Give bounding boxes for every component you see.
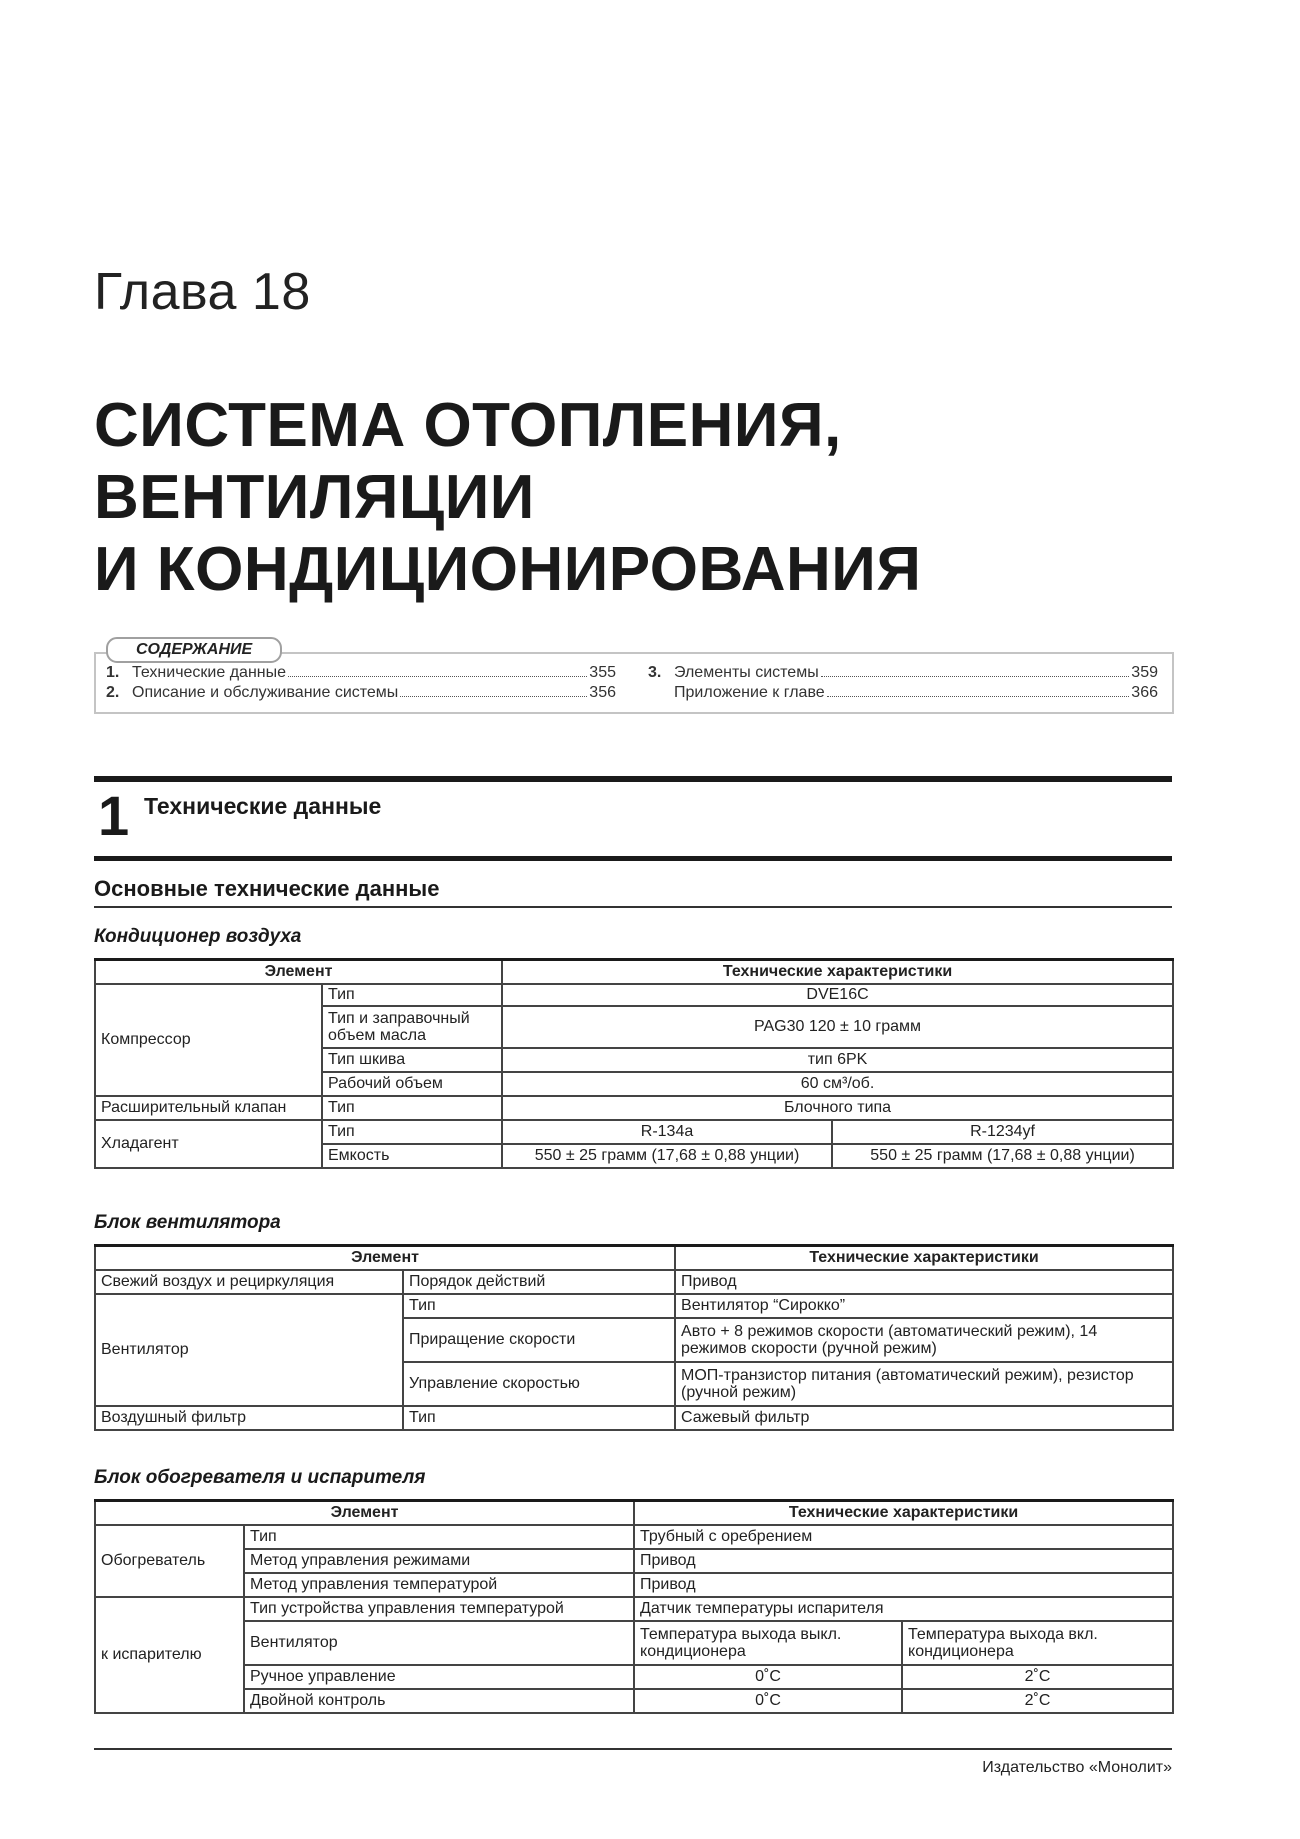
toc-leader-dots <box>827 696 1130 697</box>
table-ac <box>94 958 1174 1169</box>
cell-value: 2˚C <box>902 1689 1173 1713</box>
cell-compressor: Компрессор <box>95 984 322 1096</box>
table-caption-heater: Блок обогревателя и испарителя <box>94 1467 426 1488</box>
table-row <box>95 1597 1173 1621</box>
cell-valve: Расширительный клапан <box>95 1096 322 1120</box>
table-header-row <box>95 960 1173 984</box>
cell-label: Порядок действий <box>403 1270 675 1294</box>
cell-value: PAG30 120 ± 10 грамм <box>502 1006 1173 1048</box>
section-title: Технические данные <box>144 793 382 819</box>
cell-value: R-134a <box>502 1120 832 1144</box>
table-row <box>95 1621 1173 1665</box>
toc-item-page: 359 <box>1131 664 1158 681</box>
cell-air-filter: Воздушный фильтр <box>95 1406 403 1430</box>
table-row <box>95 1294 1173 1318</box>
toc-column-left <box>106 664 616 704</box>
table-row <box>95 1525 1173 1549</box>
cell-label: Метод управления режимами <box>244 1549 634 1573</box>
cell-evaporator: к испарителю <box>95 1597 244 1713</box>
toc-leader-dots <box>288 676 587 677</box>
toc-item-text: Технические данные <box>132 664 287 681</box>
toc-item-number: 2. <box>106 684 120 701</box>
table-row <box>95 984 1173 1006</box>
toc-item-number: 1. <box>106 664 120 681</box>
header-cell: Элемент <box>95 1501 634 1525</box>
table-row <box>95 1689 1173 1713</box>
table-caption-ac: Кондиционер воздуха <box>94 926 302 947</box>
header-cell: Технические характеристики <box>502 960 1173 984</box>
cell-value: DVE16C <box>502 984 1173 1006</box>
footer-rule <box>94 1748 1172 1750</box>
table-row <box>95 1573 1173 1597</box>
table-caption-blower: Блок вентилятора <box>94 1212 281 1233</box>
cell-value: 60 см³/об. <box>502 1072 1173 1096</box>
cell-label: Ручное управление <box>244 1665 634 1689</box>
cell-heater: Обогреватель <box>95 1525 244 1597</box>
table-header-row <box>95 1501 1173 1525</box>
cell-value: Авто + 8 режимов скорости (автоматический режим), 14 режимов скорости (ручной режим) <box>675 1318 1173 1362</box>
chapter-title <box>94 390 1172 606</box>
cell-label: Тип <box>322 984 502 1006</box>
cell-value: Температура выхода вкл. кондиционера <box>902 1621 1173 1665</box>
toc-column-right <box>648 664 1158 704</box>
table-row <box>95 1406 1173 1430</box>
cell-label: Тип шкива <box>322 1048 502 1072</box>
cell-value: Сажевый фильтр <box>675 1406 1173 1430</box>
toc-item-number: 3. <box>648 664 662 681</box>
subsection-title: Основные технические данные <box>94 876 440 901</box>
header-cell: Элемент <box>95 960 502 984</box>
cell-label: Приращение скорости <box>403 1318 675 1362</box>
header-cell: Технические характеристики <box>675 1246 1173 1270</box>
cell-label: Тип <box>403 1294 675 1318</box>
toc-item[interactable] <box>106 664 616 684</box>
cell-value: тип 6PK <box>502 1048 1173 1072</box>
toc-heading: СОДЕРЖАНИЕ <box>106 637 282 663</box>
cell-label: Управление скоростью <box>403 1362 675 1406</box>
section-number: 1 <box>98 784 130 847</box>
cell-label: Тип устройства управления температурой <box>244 1597 634 1621</box>
cell-value: 2˚C <box>902 1665 1173 1689</box>
table-row <box>95 1665 1173 1689</box>
chapter-label: Глава 18 <box>94 263 311 321</box>
cell-fan: Вентилятор <box>95 1294 403 1406</box>
cell-value: 550 ± 25 грамм (17,68 ± 0,88 унции) <box>832 1144 1173 1168</box>
cell-value: Датчик температуры испарителя <box>634 1597 1173 1621</box>
toc-leader-dots <box>400 696 587 697</box>
cell-value: Привод <box>675 1270 1173 1294</box>
footer-publisher: Издательство «Монолит» <box>982 1759 1172 1776</box>
table-row <box>95 1270 1173 1294</box>
toc-leader-dots <box>821 676 1130 677</box>
cell-label: Рабочий объем <box>322 1072 502 1096</box>
table-row <box>95 1549 1173 1573</box>
cell-label: Емкость <box>322 1144 502 1168</box>
table-row <box>95 1096 1173 1120</box>
cell-value: Привод <box>634 1549 1173 1573</box>
table-header-row <box>95 1246 1173 1270</box>
toc-item-text: Описание и обслуживание системы <box>132 684 399 701</box>
cell-label: Тип <box>322 1096 502 1120</box>
cell-value: Температура выхода выкл. кондиционера <box>634 1621 902 1665</box>
cell-value: 0˚C <box>634 1689 902 1713</box>
cell-label: Двойной контроль <box>244 1689 634 1713</box>
cell-label: Вентилятор <box>244 1621 634 1665</box>
subsection-rule <box>94 906 1172 908</box>
toc-item-text: Элементы системы <box>674 664 819 681</box>
section-rule-top <box>94 776 1172 782</box>
table-blower <box>94 1244 1174 1431</box>
cell-value: Привод <box>634 1573 1173 1597</box>
chapter-title-line-1: СИСТЕМА ОТОПЛЕНИЯ, <box>94 391 842 460</box>
section-rule-bottom <box>94 856 1172 861</box>
toc-item[interactable] <box>648 664 1158 684</box>
cell-value: МОП-транзистор питания (автоматический режим), резистор (ручной режим) <box>675 1362 1173 1406</box>
cell-value: R-1234yf <box>832 1120 1173 1144</box>
cell-refrigerant: Хладагент <box>95 1120 322 1168</box>
table-row <box>95 1120 1173 1144</box>
cell-label: Тип <box>403 1406 675 1430</box>
cell-value: Трубный с оребрением <box>634 1525 1173 1549</box>
header-cell: Элемент <box>95 1246 675 1270</box>
cell-label: Метод управления температурой <box>244 1573 634 1597</box>
cell-label: Тип <box>244 1525 634 1549</box>
toc-item[interactable] <box>106 684 616 704</box>
toc-item[interactable] <box>648 684 1158 704</box>
cell-value: 0˚C <box>634 1665 902 1689</box>
cell-label: Тип и заправочный объем масла <box>322 1006 502 1048</box>
cell-fresh-air: Свежий воздух и рециркуляция <box>95 1270 403 1294</box>
header-cell: Технические характеристики <box>634 1501 1173 1525</box>
table-of-contents <box>94 641 1174 714</box>
toc-item-text: Приложение к главе <box>674 684 825 701</box>
table-heater <box>94 1499 1174 1714</box>
chapter-title-line-3: И КОНДИЦИОНИРОВАНИЯ <box>94 535 922 604</box>
cell-label: Тип <box>322 1120 502 1144</box>
chapter-title-line-2: ВЕНТИЛЯЦИИ <box>94 463 535 532</box>
cell-value: 550 ± 25 грамм (17,68 ± 0,88 унции) <box>502 1144 832 1168</box>
toc-item-page: 366 <box>1131 684 1158 701</box>
cell-value: Вентилятор “Сирокко” <box>675 1294 1173 1318</box>
cell-value: Блочного типа <box>502 1096 1173 1120</box>
toc-item-page: 356 <box>589 684 616 701</box>
toc-item-page: 355 <box>589 664 616 681</box>
